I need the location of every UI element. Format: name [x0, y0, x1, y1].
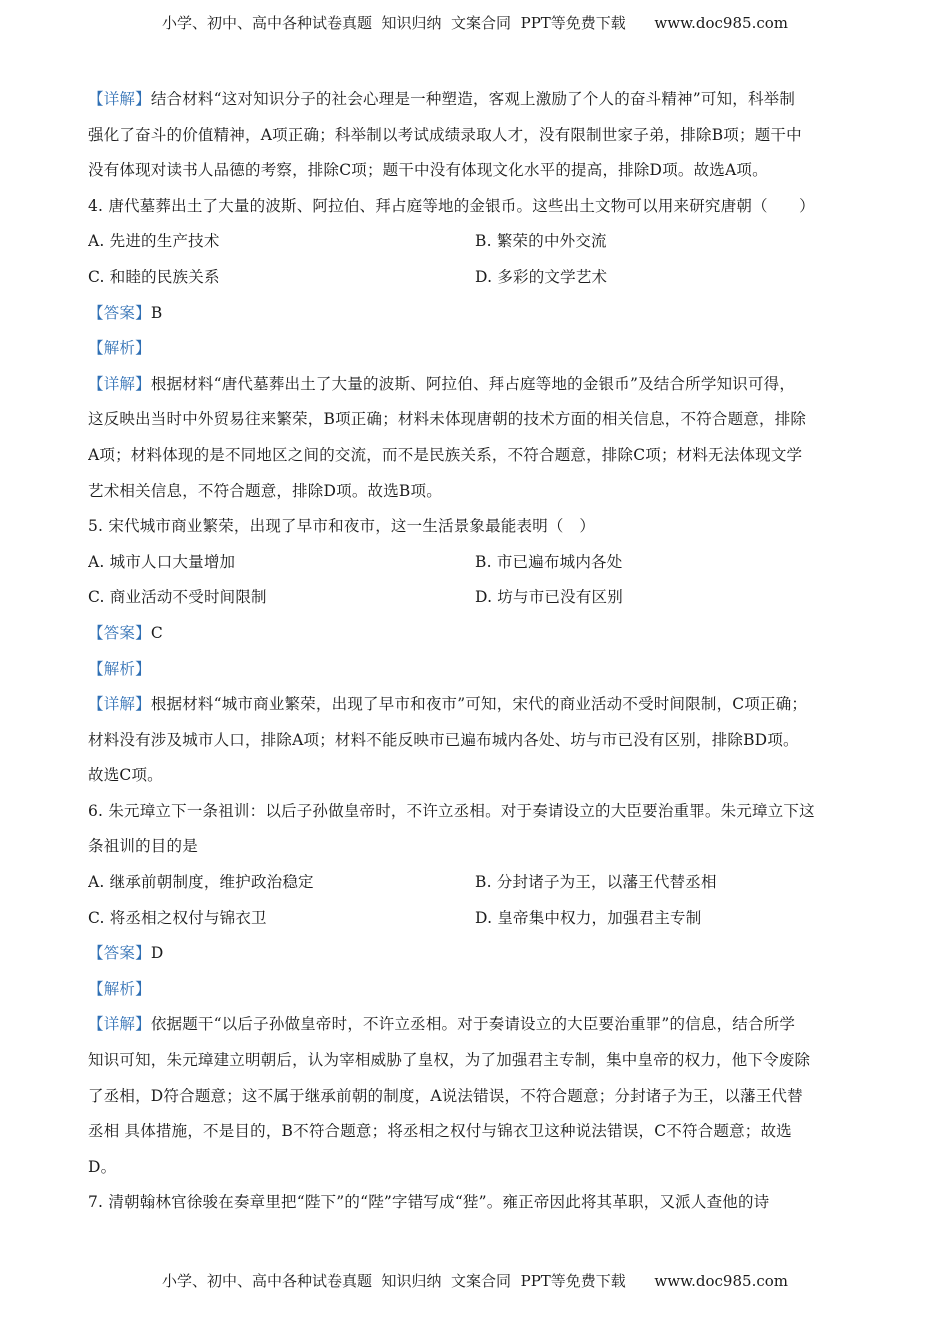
q6-stem: 条祖训的目的是: [88, 837, 198, 856]
q6-stem: 6. 朱元璋立下一条祖训：以后子孙做皇帝时，不许立丞相。对于奏请设立的大臣要治重罪。朱元璋立下这: [88, 801, 815, 820]
q5-answer: 【答案】C: [88, 623, 163, 642]
q4-answer: 【答案】B: [88, 303, 163, 322]
q4-options-row: [88, 224, 868, 260]
answer-tag: 【答案】: [88, 303, 151, 322]
q4-analysis-heading: 【解析】: [88, 339, 151, 358]
q6-options-row: [88, 865, 868, 901]
q3-detail-line: 【详解】结合材料“这对知识分子的社会心理是一种塑造，客观上激励了个人的奋斗精神”可知，科举制: [88, 90, 796, 108]
q4-detail-line: A项；材料体现的是不同地区之间的交流，而不是民族关系，不符合题意，排除C项；材料无法体现文学: [88, 445, 803, 464]
q4-detail-line: 艺术相关信息，不符合题意，排除D项。故选B项。: [88, 481, 442, 500]
q5-options-row: [88, 545, 868, 581]
q5-detail-line: 故选C项。: [88, 766, 163, 785]
q6-option-a: A. 继承前朝制度，维护政治稳定: [88, 873, 314, 892]
q6-option-b: B. 分封诸子为王，以藩王代替丞相: [475, 873, 717, 892]
q6-option-c: C. 将丞相之权付与锦衣卫: [88, 908, 267, 927]
q6-detail-line: 丞相 具体措施，不是目的，B不符合题意；将丞相之权付与锦衣卫这种说法错误，C不符合题意；故选: [88, 1122, 792, 1141]
q4-detail-line: 【详解】根据材料“唐代墓葬出土了大量的波斯、阿拉伯、拜占庭等地的金银币”及结合所学知识可得，: [88, 374, 796, 393]
q3-detail-line: 强化了奋斗的价值精神，A项正确；科举制以考试成绩录取人才，没有限制世家子弟，排除B项；题干中: [88, 125, 802, 144]
answer-tag: 【答案】: [88, 944, 151, 963]
q5-option-a: A. 城市人口大量增加: [88, 552, 236, 571]
q6-option-d: D. 皇帝集中权力，加强君主专制: [475, 908, 702, 927]
q4-detail-line: 这反映出当时中外贸易往来繁荣，B项正确；材料未体现唐朝的技术方面的相关信息，不符合题意，排除: [88, 410, 807, 429]
q4-option-d: D. 多彩的文学艺术: [475, 267, 608, 286]
detail-tag: 【详解】: [88, 695, 151, 714]
detail-tag: 【详解】: [88, 90, 151, 108]
q4-options-row: [88, 260, 868, 296]
page-footer: 小学、初中、高中各种试卷真题 知识归纳 文案合同 PPT等免费下载 www.doc985.com: [161, 1272, 788, 1290]
q6-detail-line: 了丞相，D符合题意；这不属于继承前朝的制度，A说法错误，不符合题意；分封诸子为王，以藩王代替: [88, 1086, 803, 1105]
q6-detail-line: 【详解】依据题干“以后子孙做皇帝时，不许立丞相。对于奏请设立的大臣要治重罪”的信息，结合所学: [88, 1015, 796, 1034]
q5-stem: 5. 宋代城市商业繁荣，出现了早市和夜市，这一生活景象最能表明（ ）: [88, 517, 596, 536]
q6-answer: 【答案】D: [88, 944, 164, 963]
detail-tag: 【详解】: [88, 1015, 151, 1034]
q4-option-c: C. 和睦的民族关系: [88, 267, 220, 286]
q5-analysis-heading: 【解析】: [88, 659, 151, 678]
answer-tag: 【答案】: [88, 623, 151, 642]
detail-tag: 【详解】: [88, 374, 151, 393]
q6-detail-line: D。: [88, 1157, 117, 1176]
q6-detail-line: 知识可知，朱元璋建立明朝后，认为宰相威胁了皇权，为了加强君主专制，集中皇帝的权力，他下令废除: [88, 1051, 811, 1070]
q6-options-row: [88, 901, 868, 937]
q5-option-d: D. 坊与市已没有区别: [475, 588, 623, 607]
q5-option-c: C. 商业活动不受时间限制: [88, 588, 267, 607]
q4-option-b: B. 繁荣的中外交流: [475, 232, 607, 251]
q7-stem: 7. 清朝翰林官徐骏在奏章里把“陛下”的“陛”字错写成“狴”。雍正帝因此将其革职，又派人查他的诗: [88, 1193, 770, 1212]
q5-detail-line: 材料没有涉及城市人口，排除A项；材料不能反映市已遍布城内各处、坊与市已没有区别，排除BD项。: [88, 730, 799, 749]
q5-options-row: [88, 580, 868, 616]
q6-analysis-heading: 【解析】: [88, 979, 151, 998]
q5-detail-line: 【详解】根据材料“城市商业繁荣，出现了早市和夜市”可知，宋代的商业活动不受时间限制，C项正确；: [88, 695, 808, 714]
page-header: 小学、初中、高中各种试卷真题 知识归纳 文案合同 PPT等免费下载 www.doc985.com: [161, 14, 788, 32]
document-body: [88, 82, 868, 1221]
q4-stem: 4. 唐代墓葬出土了大量的波斯、阿拉伯、拜占庭等地的金银币。这些出土文物可以用来研究唐朝（ ）: [88, 196, 815, 215]
q5-option-b: B. 市已遍布城内各处: [475, 552, 623, 571]
q4-option-a: A. 先进的生产技术: [88, 232, 220, 251]
q3-detail-line: 没有体现对读书人品德的考察，排除C项；题干中没有体现文化水平的提高，排除D项。故选A项。: [88, 161, 768, 180]
